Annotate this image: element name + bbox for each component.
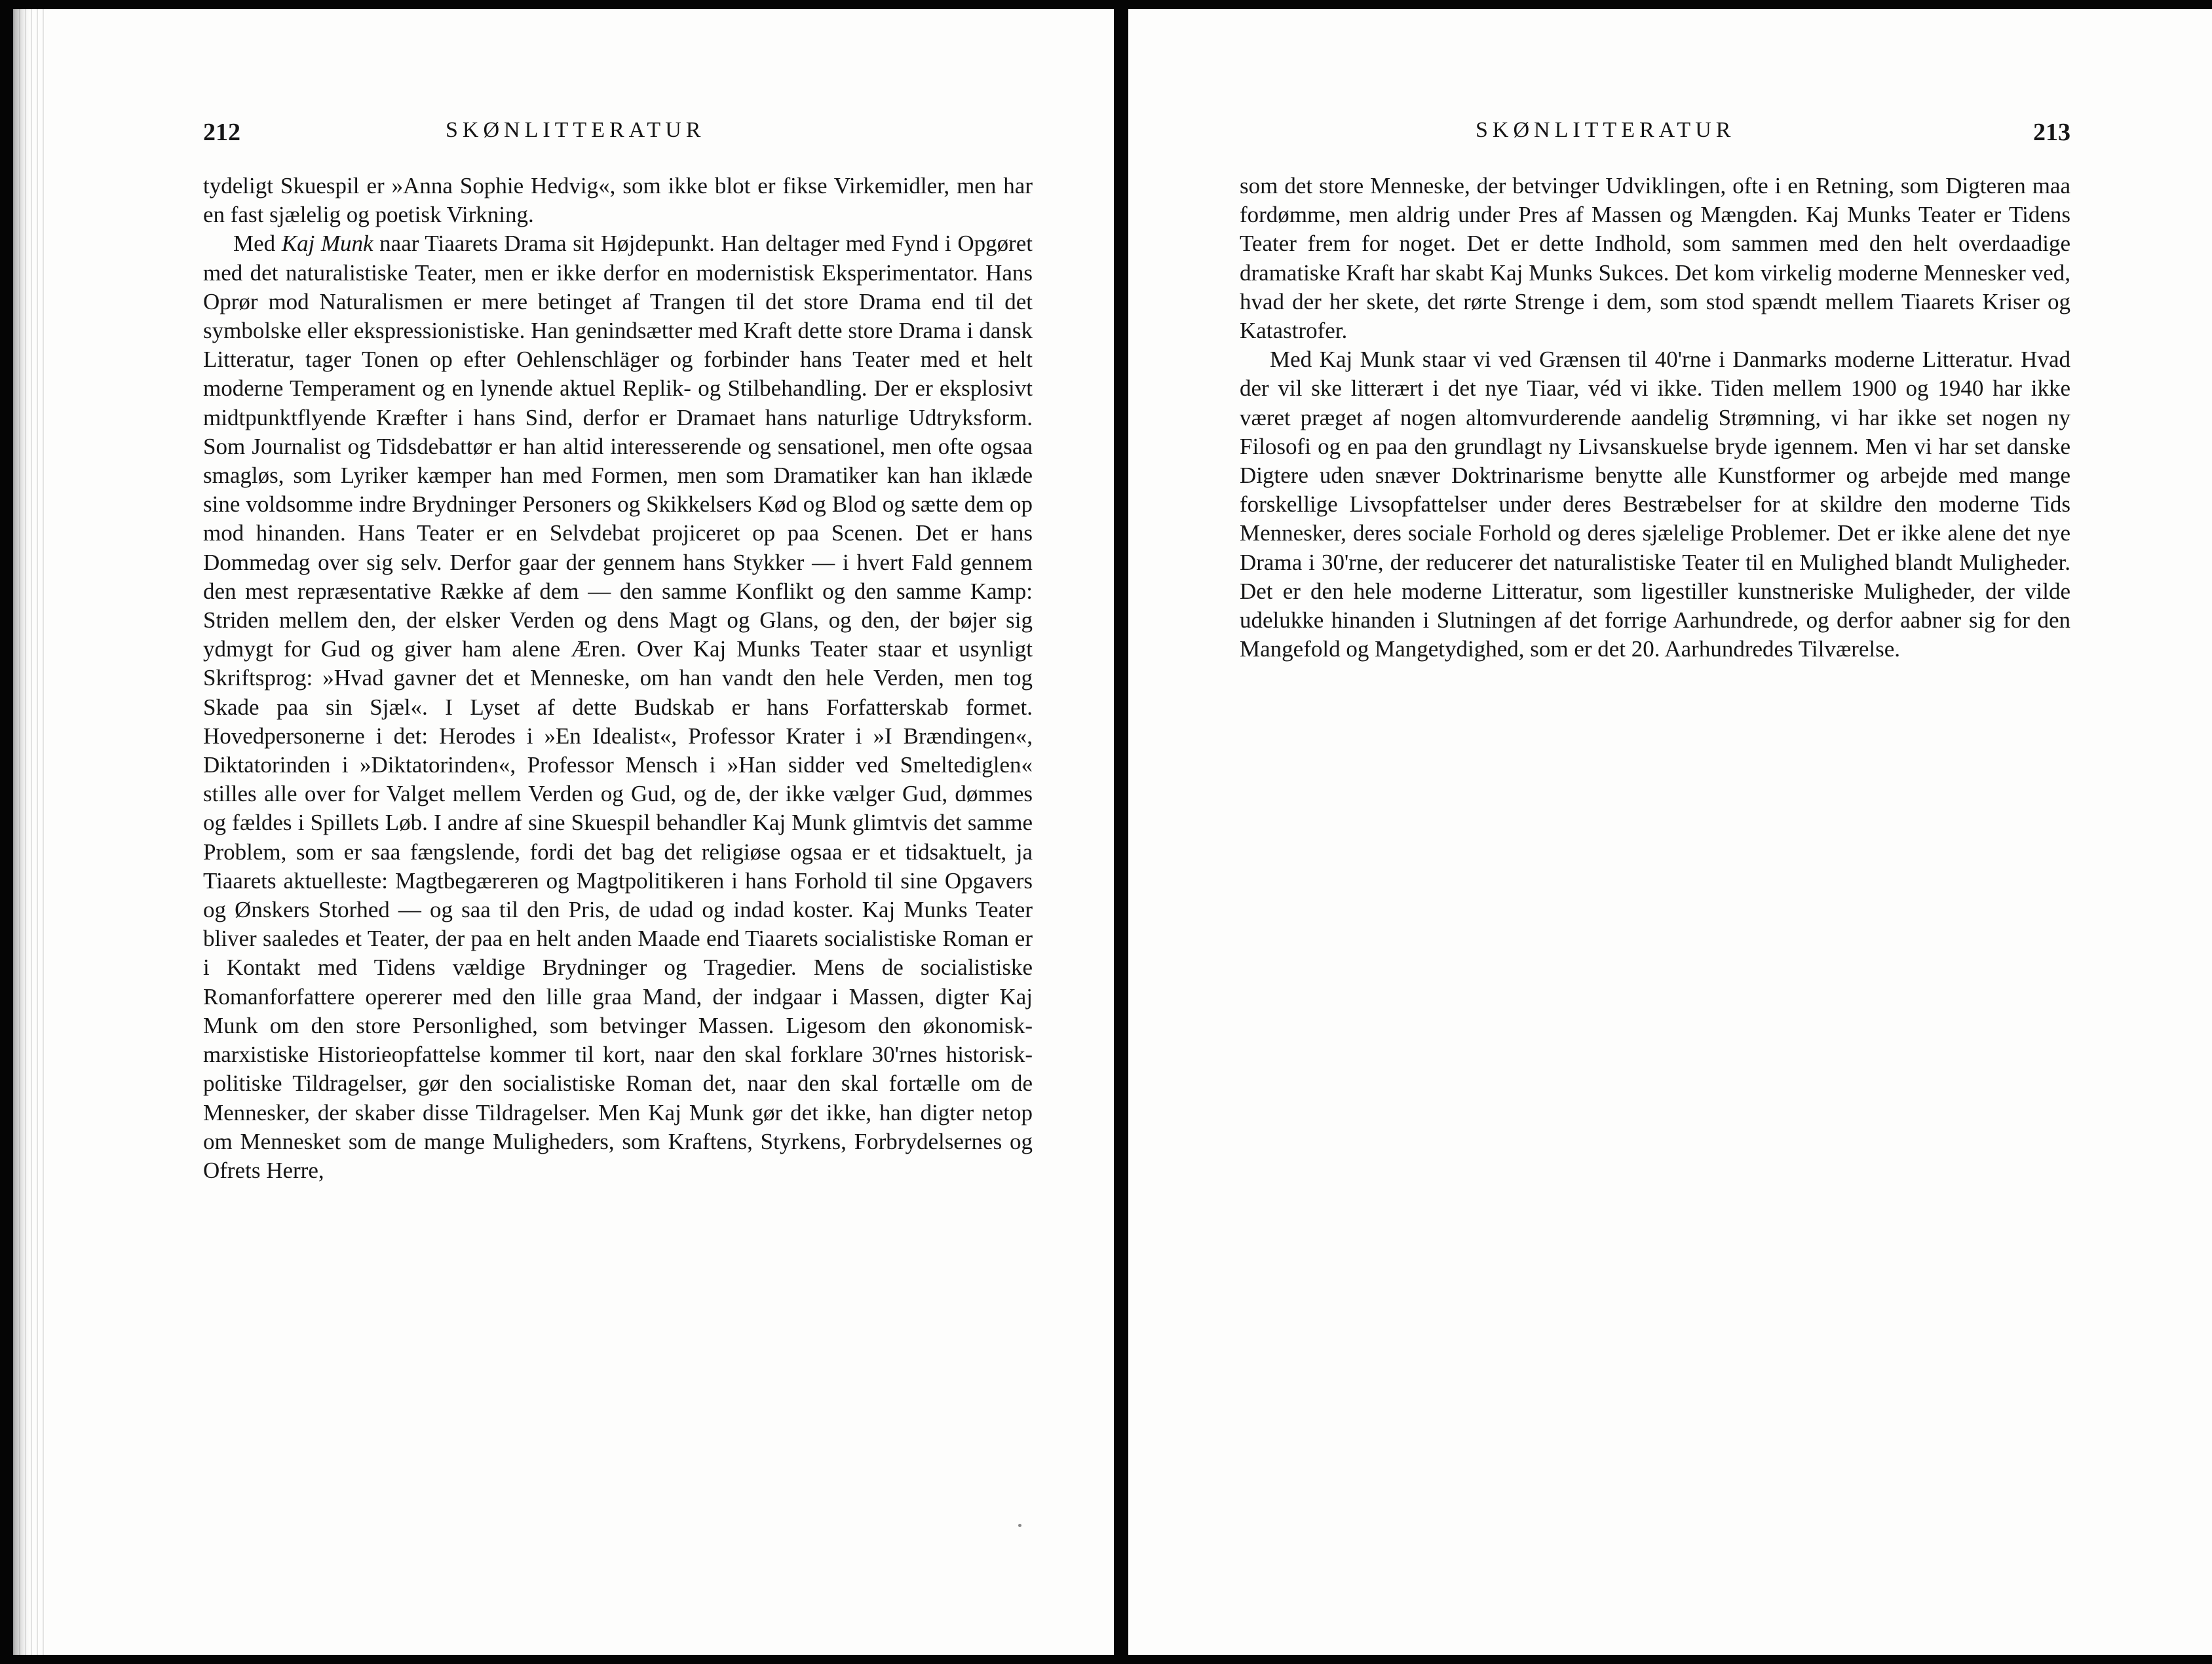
right-body-text [1240,172,2070,664]
right-running-head [1240,105,2070,144]
left-running-head [203,105,1033,144]
paragraph-lead: Med [233,231,282,257]
left-body-text [203,172,1033,1185]
paragraph: tydeligt Skuespil er »Anna Sophie Hedvig«, som ikke blot er fikse Virkemidler, men har en fast sjælelig og poetisk Virkning. [203,173,1033,228]
right-page [1128,9,2212,1655]
running-title: SKØNLITTERATUR [1476,118,1736,142]
paragraph: Med Kaj Munk staar vi ved Grænsen til 40'rne i Danmarks moderne Litteratur. Hvad der vil ske litterært i det nye Tiaar, véd vi ikke. Tiden mellem 1900 og 1940 har ikke været præget af nogen altomvurderende aandelig Strømning, vi har ikke set nogen ny Filosofi og en paa den grundlagt ny Livsanskuelse bryde igennem. Men vi har set danske Digtere uden snæver Doktrinarisme benytte alle Kunstformer og arbejde med mange forskellige Livsopfattelser under deres Bestræbelser for at skildre den moderne Tids Mennesker, deres sociale Forhold og deres sjælelige Problemer. Det er ikke alene det nye Drama i 30'rne, der reducerer det naturalistiske Teater til en Mulighed blandt Muligheder. Det er den hele moderne Litteratur, som ligestiller kunstneriske Muligheder, der vilde udelukke hinanden i Slutningen af det forrige Aarhundrede, og derfor aabner sig for den Mangefold og Mangetydighed, som er det 20. Aarhundredes Tilværelse. [1240,347,2070,662]
paragraph: som det store Menneske, der betvinger Udviklingen, ofte i en Retning, som Digteren maa fordømme, men aldrig under Pres af Massen og Mængden. Kaj Munks Teater er Tidens Teater frem for noget. Det er dette Indhold, som sammen med den helt overdaadige dramatiske Kraft har skabt Kaj Munks Sukces. Det kom virkelig moderne Mennesker ved, hvad der her skete, det rørte Strenge i dem, som stod spændt mellem Tiaarets Kriser og Katastrofer. [1240,173,2070,344]
running-title: SKØNLITTERATUR [446,118,706,142]
paragraph [203,229,1033,1185]
paper-speck [1018,1524,1021,1527]
page-number: 212 [203,119,240,146]
left-page [13,9,1114,1655]
author-name-italic: Kaj Munk [281,231,373,257]
page-number: 213 [2033,119,2070,146]
paragraph-body: naar Tiaarets Drama sit Højdepunkt. Han deltager med Fynd i Opgøret med det naturalistiske Teater, men er ikke derfor en modernistisk Eksperimentator. Hans Oprør mod Naturalismen er mere betinget af Trangen til det store Drama end til det symbolske eller ekspressionistiske. Han genindsætter med Kraft dette store Drama i dansk Litteratur, tager Tonen op efter Oehlenschläger og forbinder hans Teater med et helt moderne Temperament og en lynende aktuel Replik- og Stilbehandling. Der er eksplosivt midtpunktflyende Kræfter i hans Sind, derfor er Dramaet hans naturlige Udtryksform. Som Journalist og Tidsdebattør er han altid interesserende og sensationel, men ofte ogsaa smagløs, som Lyriker kæmper han med Formen, men som Dramatiker kan han iklæde sine voldsomme indre Brydninger Personers og Skikkelsers Kød og Blod og sætte dem op mod hinanden. Hans Teater er en Selvdebat projiceret op paa Scenen. Det er hans Dommedag over sig selv. Derfor gaar der gennem hans Stykker — i hvert Fald gennem den mest repræsentative Række af dem — den samme Konflikt og den samme Kamp: Striden mellem den, der elsker Verden og dens Magt og Glans, og den, der bøjer sig ydmygt for Gud og giver ham alene Æren. Over Kaj Munks Teater staar et usynligt Skriftsprog: »Hvad gavner det et Menneske, om han vandt den hele Verden, men tog Skade paa sin Sjæl«. I Lyset af dette Budskab er hans Forfatterskab formet. Hovedpersonerne i det: Herodes i »En Idealist«, Professor Krater i »I Brændingen«, Diktatorinden i »Diktatorinden«, Professor Mensch i »Han sidder ved Smeltediglen« stilles alle over for Valget mellem Verden og Gud, og de, der ikke vælger Gud, dømmes og fældes i Spillets Løb. I andre af sine Skuespil behandler Kaj Munk glimtvis det samme Problem, som er saa fængslende, fordi det bag det religiøse ogsaa er et tidsaktuelt, ja Tiaarets aktuelleste: Magtbegæreren og Magtpolitikeren i hans Forhold til sine Opgavers og Ønskers Storhed — og saa til den Pris, de udad og indad koster. Kaj Munks Teater bliver saaledes et Teater, der paa en helt anden Maade end Tiaarets socialistiske Roman er i Kontakt med Tidens vældige Brydninger og Tragedier. Mens de socialistiske Romanforfattere opererer med den lille graa Mand, der indgaar i Massen, digter Kaj Munk om den store Personlighed, som betvinger Massen. Ligesom den økonomisk-marxistiske Historieopfattelse kommer til kort, naar den skal forklare 30'rnes historisk-politiske Tildragelser, gør den socialistiske Roman det, naar den skal fortælle om de Mennesker, der skaber disse Tildragelser. Men Kaj Munk gør det ikke, han digter netop om Mennesket som de mange Muligheders, som Kraftens, Styrkens, Forbrydelsernes og Ofrets Herre, [203,231,1033,1183]
